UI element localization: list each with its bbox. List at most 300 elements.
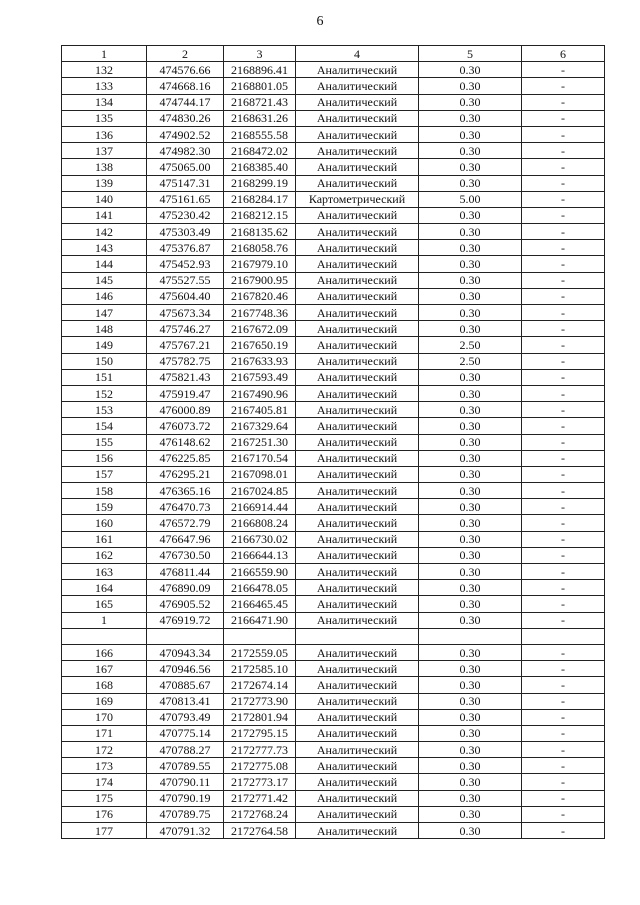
table-cell: 2167024.85 (224, 483, 296, 499)
table-cell: 2167650.19 (224, 337, 296, 353)
table-row (62, 531, 605, 547)
table-cell: 474902.52 (147, 126, 224, 142)
table-cell: 145 (62, 272, 147, 288)
table-cell: 0.30 (419, 272, 522, 288)
table-row (62, 353, 605, 369)
table-cell: 169 (62, 693, 147, 709)
table-cell: 0.30 (419, 644, 522, 660)
table-cell: Аналитический (296, 256, 419, 272)
table-row (62, 483, 605, 499)
table-cell: 162 (62, 547, 147, 563)
table-row (62, 110, 605, 126)
table-cell: 475746.27 (147, 321, 224, 337)
table-cell: 0.30 (419, 62, 522, 78)
table-body (62, 62, 605, 839)
table-cell: 0.30 (419, 596, 522, 612)
table-row (62, 693, 605, 709)
table-cell: 152 (62, 385, 147, 401)
table-cell: 176 (62, 806, 147, 822)
table-cell: - (522, 240, 605, 256)
table-cell: - (522, 110, 605, 126)
table-cell: Аналитический (296, 418, 419, 434)
table-cell: Аналитический (296, 758, 419, 774)
table-cell: - (522, 175, 605, 191)
table-cell: 2166914.44 (224, 499, 296, 515)
table-cell: 476000.89 (147, 402, 224, 418)
table-cell: 475147.31 (147, 175, 224, 191)
table-cell: 0.30 (419, 531, 522, 547)
table-cell: 154 (62, 418, 147, 434)
table-cell: - (522, 305, 605, 321)
table-cell: 2168801.05 (224, 78, 296, 94)
table-cell: 0.30 (419, 110, 522, 126)
table-cell: 475767.21 (147, 337, 224, 353)
table-cell: 2168555.58 (224, 126, 296, 142)
table-cell: - (522, 596, 605, 612)
column-header: 5 (419, 46, 522, 62)
table-row (62, 434, 605, 450)
table-cell: 172 (62, 742, 147, 758)
table-cell: 2168631.26 (224, 110, 296, 126)
table-row (62, 94, 605, 110)
table-cell: 0.30 (419, 693, 522, 709)
table-cell: Аналитический (296, 742, 419, 758)
table-cell: Аналитический (296, 450, 419, 466)
table-row (62, 677, 605, 693)
table-cell: 139 (62, 175, 147, 191)
table-cell: 2167979.10 (224, 256, 296, 272)
table-cell: 0.30 (419, 742, 522, 758)
table-cell: - (522, 78, 605, 94)
table-cell: 149 (62, 337, 147, 353)
table-cell: Аналитический (296, 515, 419, 531)
table-cell: - (522, 191, 605, 207)
table-cell: 165 (62, 596, 147, 612)
table-cell: 158 (62, 483, 147, 499)
table-cell: 0.30 (419, 758, 522, 774)
table-cell: 167 (62, 661, 147, 677)
table-cell: 2.50 (419, 337, 522, 353)
table-cell: Аналитический (296, 224, 419, 240)
table-cell: 2172801.94 (224, 709, 296, 725)
table-row (62, 337, 605, 353)
table-cell: 0.30 (419, 774, 522, 790)
table-row (62, 321, 605, 337)
table-cell (147, 628, 224, 644)
table-cell: Аналитический (296, 483, 419, 499)
table-row (62, 256, 605, 272)
table-cell: - (522, 224, 605, 240)
table-cell: - (522, 612, 605, 628)
table-cell: Аналитический (296, 337, 419, 353)
table-row (62, 126, 605, 142)
table-cell: Аналитический (296, 790, 419, 806)
table-cell: 146 (62, 288, 147, 304)
table-cell: 0.30 (419, 143, 522, 159)
table-cell: Аналитический (296, 78, 419, 94)
table-cell: 475230.42 (147, 207, 224, 223)
table-cell: 474668.16 (147, 78, 224, 94)
table-row (62, 758, 605, 774)
table-cell: 2.50 (419, 353, 522, 369)
table-cell: 2167593.49 (224, 369, 296, 385)
table-cell (296, 628, 419, 644)
table-row (62, 62, 605, 78)
table-cell: 2168135.62 (224, 224, 296, 240)
table-cell: 476572.79 (147, 515, 224, 531)
coordinates-table (61, 45, 605, 839)
table-cell: Аналитический (296, 677, 419, 693)
table-cell: 166 (62, 644, 147, 660)
table-cell: 0.30 (419, 256, 522, 272)
table-cell: 476470.73 (147, 499, 224, 515)
table-cell: Аналитический (296, 402, 419, 418)
table-cell: 0.30 (419, 547, 522, 563)
table-cell: Аналитический (296, 466, 419, 482)
column-header: 6 (522, 46, 605, 62)
table-cell: 474830.26 (147, 110, 224, 126)
table-cell: - (522, 466, 605, 482)
table-cell: 470793.49 (147, 709, 224, 725)
table-cell: 0.30 (419, 806, 522, 822)
table-cell: Аналитический (296, 94, 419, 110)
table-cell: 0.30 (419, 402, 522, 418)
table-cell: 2172559.05 (224, 644, 296, 660)
table-cell: 160 (62, 515, 147, 531)
table-cell: 2167405.81 (224, 402, 296, 418)
table-cell: Аналитический (296, 596, 419, 612)
table-cell: 157 (62, 466, 147, 482)
table-cell: 0.30 (419, 224, 522, 240)
table-row (62, 499, 605, 515)
table-cell: Аналитический (296, 369, 419, 385)
table-cell: 475161.65 (147, 191, 224, 207)
table-cell: Аналитический (296, 321, 419, 337)
table-cell: 470943.34 (147, 644, 224, 660)
table-cell: 0.30 (419, 321, 522, 337)
table-cell: 171 (62, 725, 147, 741)
table-cell: - (522, 564, 605, 580)
table-cell: 0.30 (419, 369, 522, 385)
table-cell: Аналитический (296, 110, 419, 126)
table-cell: - (522, 62, 605, 78)
table-cell: 476905.52 (147, 596, 224, 612)
table-cell: 0.30 (419, 434, 522, 450)
column-header: 4 (296, 46, 419, 62)
table-cell (419, 628, 522, 644)
table-cell: Аналитический (296, 143, 419, 159)
table-cell: Аналитический (296, 499, 419, 515)
table-cell: 2168472.02 (224, 143, 296, 159)
table-cell: Аналитический (296, 434, 419, 450)
table-cell: 2166471.90 (224, 612, 296, 628)
table-cell: 0.30 (419, 159, 522, 175)
table-row (62, 288, 605, 304)
table-cell: 2166730.02 (224, 531, 296, 547)
table-row (62, 742, 605, 758)
table-cell: 148 (62, 321, 147, 337)
table-cell: Аналитический (296, 709, 419, 725)
table-row (62, 564, 605, 580)
table-cell: 155 (62, 434, 147, 450)
table-cell: 2172795.15 (224, 725, 296, 741)
table-cell: 2168299.19 (224, 175, 296, 191)
table-cell: 0.30 (419, 94, 522, 110)
table-cell: Аналитический (296, 126, 419, 142)
table-row (62, 466, 605, 482)
table-cell: - (522, 499, 605, 515)
table-cell: - (522, 126, 605, 142)
table-cell: 475919.47 (147, 385, 224, 401)
table-cell: 156 (62, 450, 147, 466)
table-cell: 2172585.10 (224, 661, 296, 677)
table-cell: 174 (62, 774, 147, 790)
table-cell: 470775.14 (147, 725, 224, 741)
table-cell: - (522, 661, 605, 677)
table-row (62, 207, 605, 223)
table-cell: - (522, 337, 605, 353)
table-cell: 2167900.95 (224, 272, 296, 288)
table-cell: - (522, 450, 605, 466)
table-cell: 143 (62, 240, 147, 256)
table-row (62, 644, 605, 660)
table-cell: 0.30 (419, 612, 522, 628)
table-row (62, 823, 605, 839)
table-row (62, 612, 605, 628)
table-cell: Аналитический (296, 385, 419, 401)
table-cell: 0.30 (419, 126, 522, 142)
table-cell: Аналитический (296, 272, 419, 288)
table-cell: 2166465.45 (224, 596, 296, 612)
table-cell: Аналитический (296, 62, 419, 78)
table-cell: 475821.43 (147, 369, 224, 385)
table-cell: - (522, 321, 605, 337)
table-cell: - (522, 288, 605, 304)
table-cell: 475376.87 (147, 240, 224, 256)
table-cell: Аналитический (296, 547, 419, 563)
table-cell: 475604.40 (147, 288, 224, 304)
table-cell: 0.30 (419, 661, 522, 677)
table-cell: 140 (62, 191, 147, 207)
table-cell: - (522, 677, 605, 693)
table-cell: 474744.17 (147, 94, 224, 110)
table-cell: 177 (62, 823, 147, 839)
table-cell: 2168721.43 (224, 94, 296, 110)
table-row (62, 369, 605, 385)
table-row (62, 305, 605, 321)
table-cell: 0.30 (419, 385, 522, 401)
table-cell: 2167633.93 (224, 353, 296, 369)
table-cell: 2172773.90 (224, 693, 296, 709)
table-header-row (62, 46, 605, 62)
table-cell: 475452.93 (147, 256, 224, 272)
table-cell: 2167098.01 (224, 466, 296, 482)
table-cell: 2167748.36 (224, 305, 296, 321)
table-cell: 475673.34 (147, 305, 224, 321)
table-cell: - (522, 418, 605, 434)
table-cell: 470789.55 (147, 758, 224, 774)
table-cell: - (522, 143, 605, 159)
table-cell: Аналитический (296, 240, 419, 256)
table-cell: 2172771.42 (224, 790, 296, 806)
table-cell: 0.30 (419, 78, 522, 94)
table-cell: 2168284.17 (224, 191, 296, 207)
table-cell: 170 (62, 709, 147, 725)
table-cell: 474982.30 (147, 143, 224, 159)
table-cell: Аналитический (296, 564, 419, 580)
table-cell: 0.30 (419, 305, 522, 321)
table-cell: 476730.50 (147, 547, 224, 563)
table-cell: 2167251.30 (224, 434, 296, 450)
table-row (62, 596, 605, 612)
table-cell: 2168385.40 (224, 159, 296, 175)
table-cell: 175 (62, 790, 147, 806)
table-cell: - (522, 580, 605, 596)
column-header: 2 (147, 46, 224, 62)
table-cell: Аналитический (296, 725, 419, 741)
table-cell: 2166559.90 (224, 564, 296, 580)
table-cell: 153 (62, 402, 147, 418)
table-row (62, 790, 605, 806)
table-cell: 470789.75 (147, 806, 224, 822)
table-cell: 2166808.24 (224, 515, 296, 531)
table-cell: 2172775.08 (224, 758, 296, 774)
table-cell: Аналитический (296, 288, 419, 304)
table-cell: 2167672.09 (224, 321, 296, 337)
table-cell: Аналитический (296, 823, 419, 839)
table-row (62, 159, 605, 175)
table-cell: - (522, 207, 605, 223)
table-cell: - (522, 806, 605, 822)
table-cell: 2172764.58 (224, 823, 296, 839)
table-cell: 2166644.13 (224, 547, 296, 563)
table-cell: 0.30 (419, 483, 522, 499)
table-cell: 0.30 (419, 677, 522, 693)
table-cell: - (522, 402, 605, 418)
table-cell: - (522, 758, 605, 774)
table-row (62, 580, 605, 596)
table-cell: - (522, 531, 605, 547)
table-cell: 2172768.24 (224, 806, 296, 822)
table-cell: 0.30 (419, 580, 522, 596)
table-cell: 0.30 (419, 823, 522, 839)
table-row (62, 515, 605, 531)
table-row (62, 224, 605, 240)
table-cell: - (522, 272, 605, 288)
table-cell: Аналитический (296, 531, 419, 547)
table-cell: - (522, 823, 605, 839)
table-cell: 0.30 (419, 725, 522, 741)
table-cell: Аналитический (296, 305, 419, 321)
table-cell: 475303.49 (147, 224, 224, 240)
table-row (62, 240, 605, 256)
table-cell: 168 (62, 677, 147, 693)
table-cell: 0.30 (419, 790, 522, 806)
table-cell: 0.30 (419, 450, 522, 466)
table-cell: 141 (62, 207, 147, 223)
table-cell: 0.30 (419, 418, 522, 434)
table-cell: - (522, 644, 605, 660)
table-cell: 133 (62, 78, 147, 94)
table-cell: Аналитический (296, 693, 419, 709)
table-cell: - (522, 385, 605, 401)
table-cell: 476811.44 (147, 564, 224, 580)
table-cell: 476890.09 (147, 580, 224, 596)
table-cell: - (522, 159, 605, 175)
table-cell: - (522, 693, 605, 709)
table-row (62, 709, 605, 725)
table-cell: 470791.32 (147, 823, 224, 839)
table-cell: 476073.72 (147, 418, 224, 434)
table-cell: Аналитический (296, 580, 419, 596)
table-cell: - (522, 742, 605, 758)
table-row (62, 78, 605, 94)
table-cell: 470885.67 (147, 677, 224, 693)
column-header: 3 (224, 46, 296, 62)
table-cell: 142 (62, 224, 147, 240)
table-cell: 470813.41 (147, 693, 224, 709)
table-cell: 470788.27 (147, 742, 224, 758)
table-row (62, 725, 605, 741)
table-cell: 476225.85 (147, 450, 224, 466)
table-cell: 2168896.41 (224, 62, 296, 78)
table-cell: 151 (62, 369, 147, 385)
table-cell: 0.30 (419, 499, 522, 515)
table-row (62, 175, 605, 191)
table-cell: 163 (62, 564, 147, 580)
table-row (62, 143, 605, 159)
table-cell (522, 628, 605, 644)
table-cell: 476365.16 (147, 483, 224, 499)
table-cell: 173 (62, 758, 147, 774)
table-cell: 2167170.54 (224, 450, 296, 466)
table-cell: 0.30 (419, 709, 522, 725)
table-cell: 1 (62, 612, 147, 628)
column-header: 1 (62, 46, 147, 62)
table-cell: Аналитический (296, 644, 419, 660)
table-cell: Аналитический (296, 661, 419, 677)
table-cell: 0.30 (419, 240, 522, 256)
table-cell: 2172773.17 (224, 774, 296, 790)
table-cell: 0.30 (419, 515, 522, 531)
table-cell: 470790.11 (147, 774, 224, 790)
table-cell: 0.30 (419, 175, 522, 191)
table-cell: - (522, 369, 605, 385)
table-cell: Аналитический (296, 175, 419, 191)
table-cell: - (522, 434, 605, 450)
table-row (62, 661, 605, 677)
table-cell: 475782.75 (147, 353, 224, 369)
table-cell: 5.00 (419, 191, 522, 207)
table-cell: 134 (62, 94, 147, 110)
table-row (62, 806, 605, 822)
table-cell: 476295.21 (147, 466, 224, 482)
table-cell: 476647.96 (147, 531, 224, 547)
table-cell (224, 628, 296, 644)
table-cell: 2172777.73 (224, 742, 296, 758)
table-cell: - (522, 353, 605, 369)
table-cell: - (522, 94, 605, 110)
table-row (62, 450, 605, 466)
table-cell: 144 (62, 256, 147, 272)
table-row (62, 547, 605, 563)
table-cell: 0.30 (419, 564, 522, 580)
table-cell: Аналитический (296, 207, 419, 223)
table-cell: 147 (62, 305, 147, 321)
table-cell: 136 (62, 126, 147, 142)
table-cell: Картометрический (296, 191, 419, 207)
table-cell: 0.30 (419, 207, 522, 223)
